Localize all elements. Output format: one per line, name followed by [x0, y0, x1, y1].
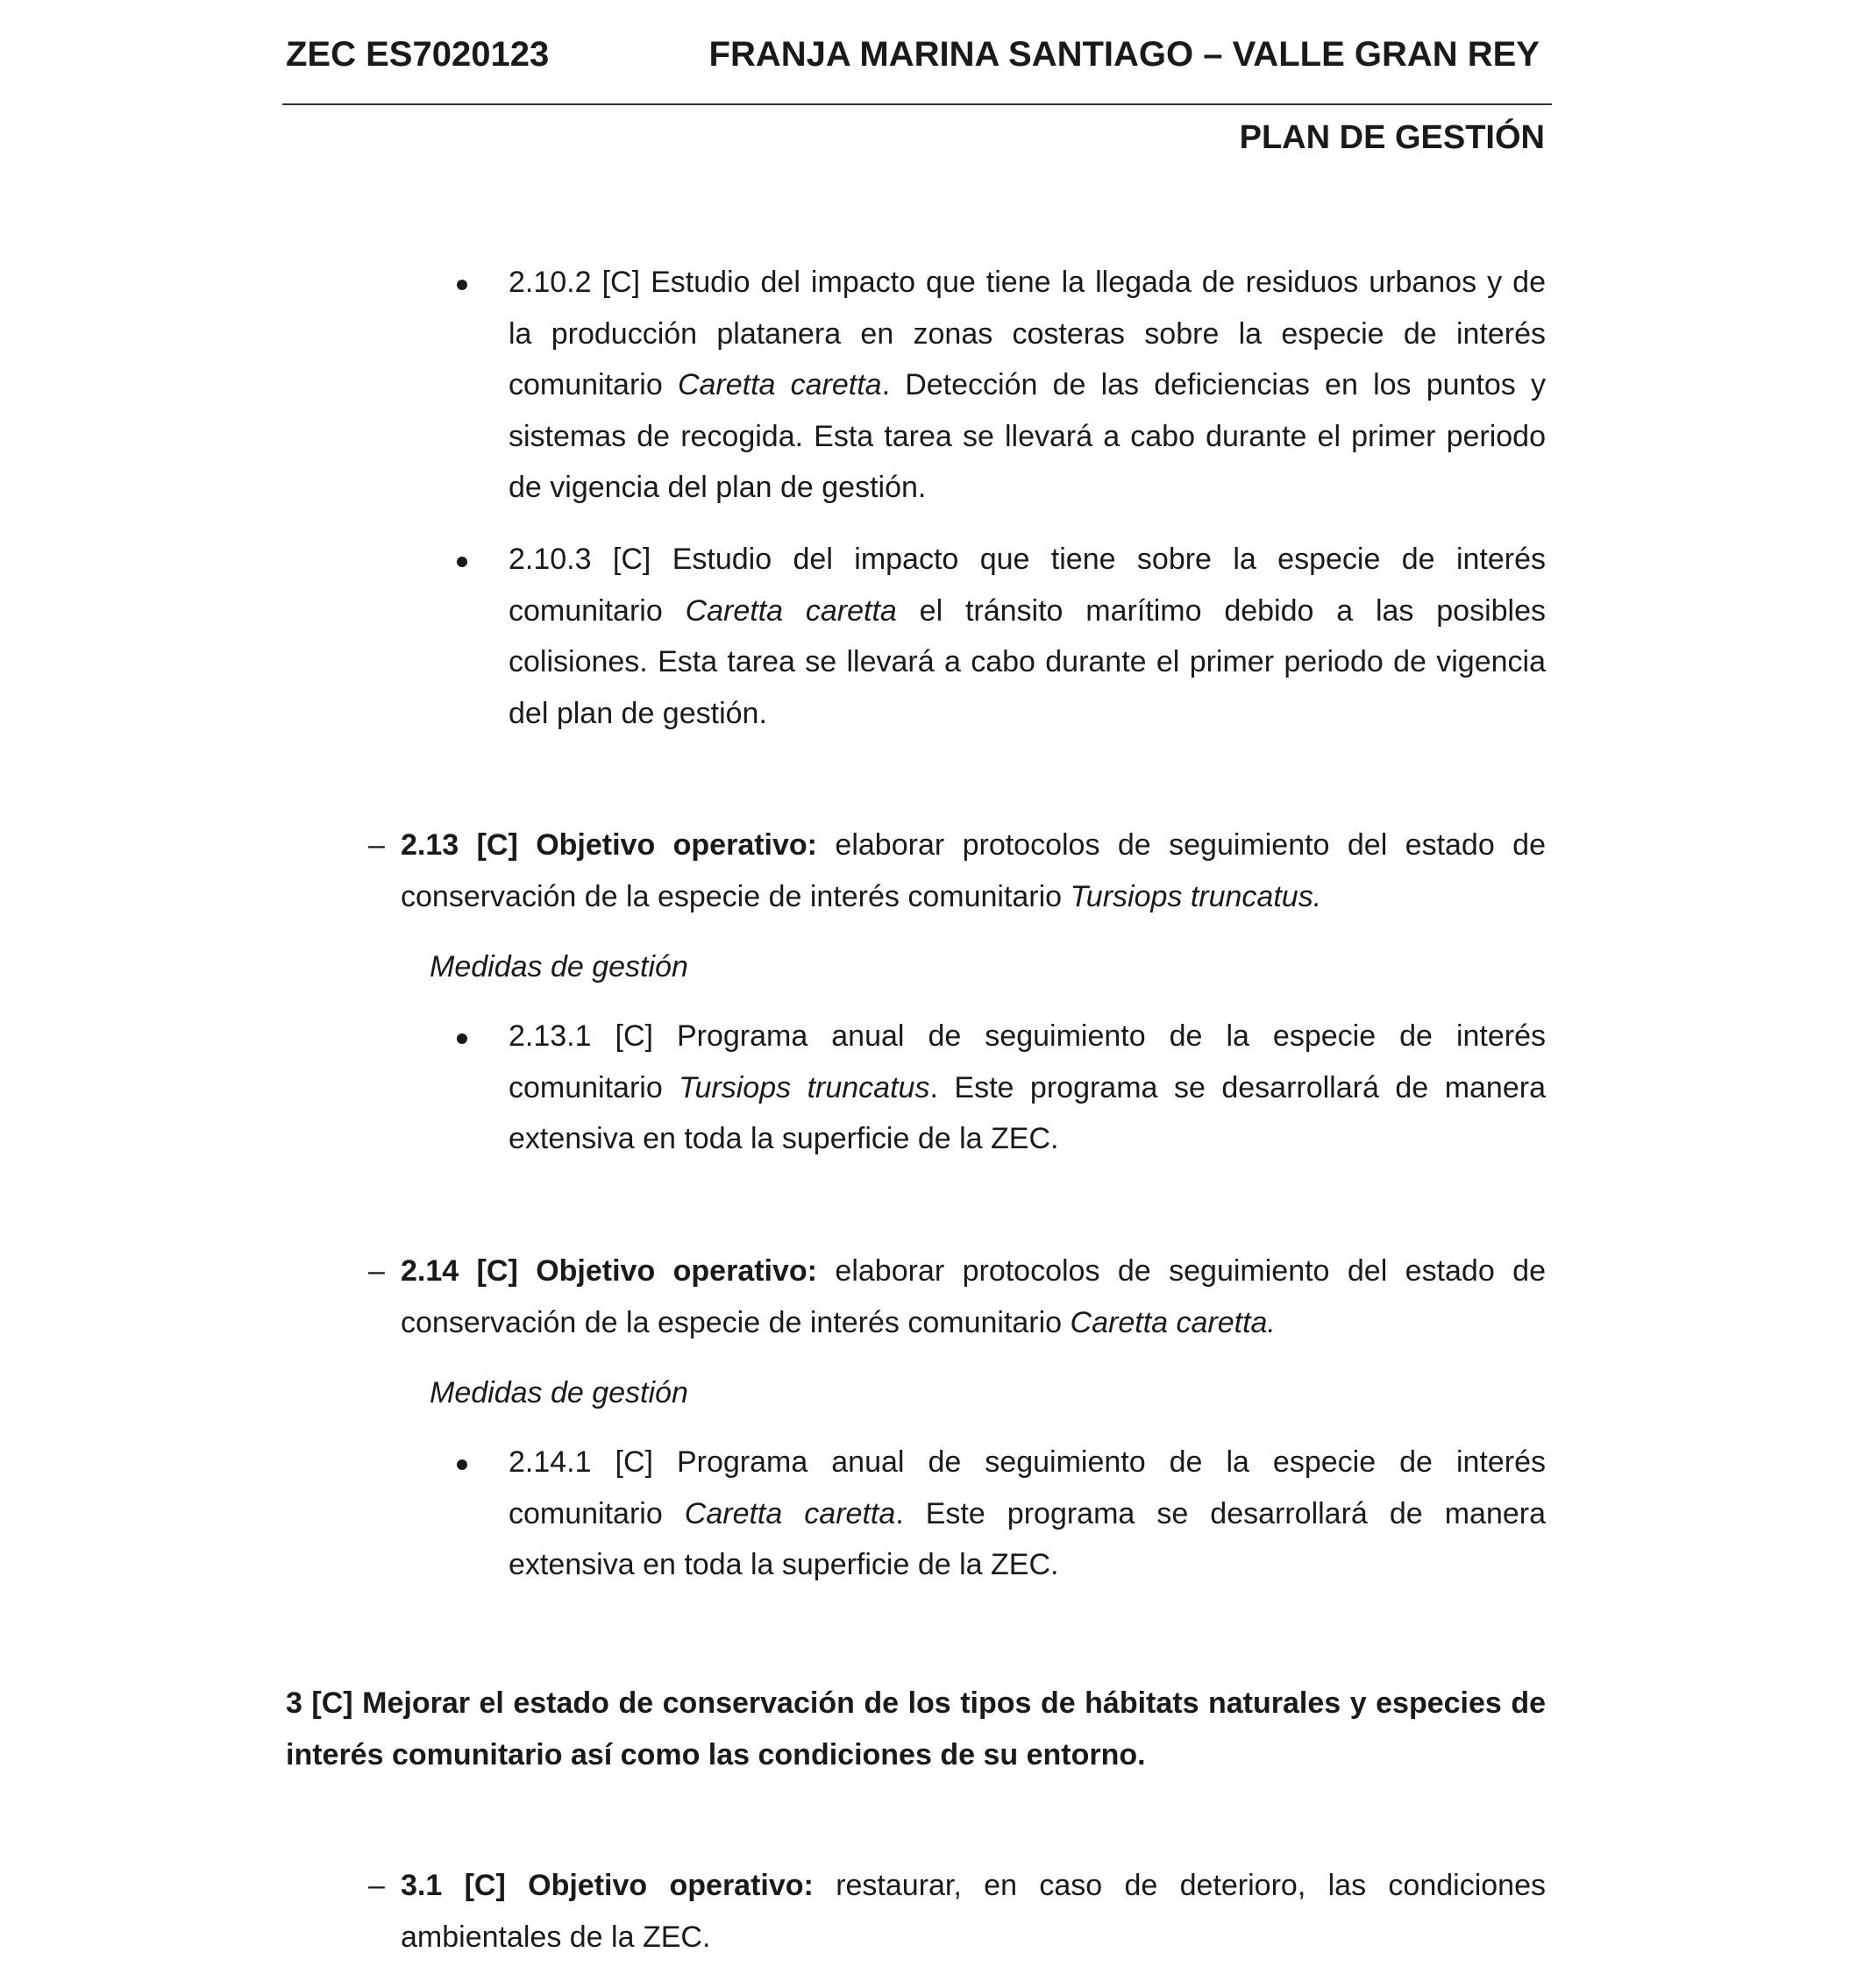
header-site-title: FRANJA MARINA SANTIAGO – VALLE GRAN REY: [708, 35, 1540, 74]
dash-marker: –: [368, 1254, 385, 1288]
measure-item-2-10-3: 2.10.3 [C] Estudio del impacto que tiene sobre la especie de interés comunitario Caretta caretta el tránsito marítimo debido a las posibles colisiones. Esta tarea se llevará a cabo durante el primer periodo de vigencia del plan de gestión.: [509, 543, 1546, 730]
header-site-code: ZEC ES7020123: [286, 35, 550, 74]
measure-item-2-13-1: 2.13.1 [C] Programa anual de seguimiento de la especie de interés comunitario Tursiops truncatus. Este programa se desarrollará de manera extensiva en toda la superficie de la ZEC.: [509, 1019, 1546, 1155]
objective-2-13: 2.13 [C] Objetivo operativo: elaborar protocolos de seguimiento del estado de conservación de la especie de interés comunitario Tursiops truncatus.: [401, 828, 1546, 913]
measure-item-2-14-1: 2.14.1 [C] Programa anual de seguimiento de la especie de interés comunitario Caretta caretta. Este programa se desarrollará de manera extensiva en toda la superficie de la ZEC.: [509, 1445, 1546, 1581]
objective-3-1: 3.1 [C] Objetivo operativo: restaurar, en caso de deterioro, las condiciones ambientales de la ZEC.: [401, 1869, 1546, 1954]
bullet-icon: [457, 1459, 467, 1470]
measures-subheading: Medidas de gestión: [430, 950, 688, 983]
dash-marker: –: [368, 828, 385, 862]
measure-item-2-10-2: 2.10.2 [C] Estudio del impacto que tiene la llegada de residuos urbanos y de la producción platanera en zonas costeras sobre la especie de interés comunitario Caretta caretta. Detección de las deficiencias en los puntos y sistemas de recogida. Esta tarea se llevará a cabo durante el primer periodo de vigencia del plan de gestión.: [509, 266, 1546, 504]
bullet-icon: [457, 280, 467, 290]
header-document-type: PLAN DE GESTIÓN: [1239, 119, 1545, 156]
dash-marker: –: [368, 1869, 385, 1902]
objective-2-14: 2.14 [C] Objetivo operativo: elaborar protocolos de seguimiento del estado de conservación de la especie de interés comunitario Caretta caretta.: [401, 1254, 1546, 1339]
bullet-icon: [457, 557, 467, 567]
bullet-icon: [457, 1033, 467, 1044]
header-divider: [282, 103, 1552, 105]
section-heading-3: 3 [C] Mejorar el estado de conservación de los tipos de hábitats naturales y especies de interés comunitario así como las condiciones de su entorno.: [286, 1686, 1546, 1771]
measures-subheading: Medidas de gestión: [430, 1376, 688, 1409]
